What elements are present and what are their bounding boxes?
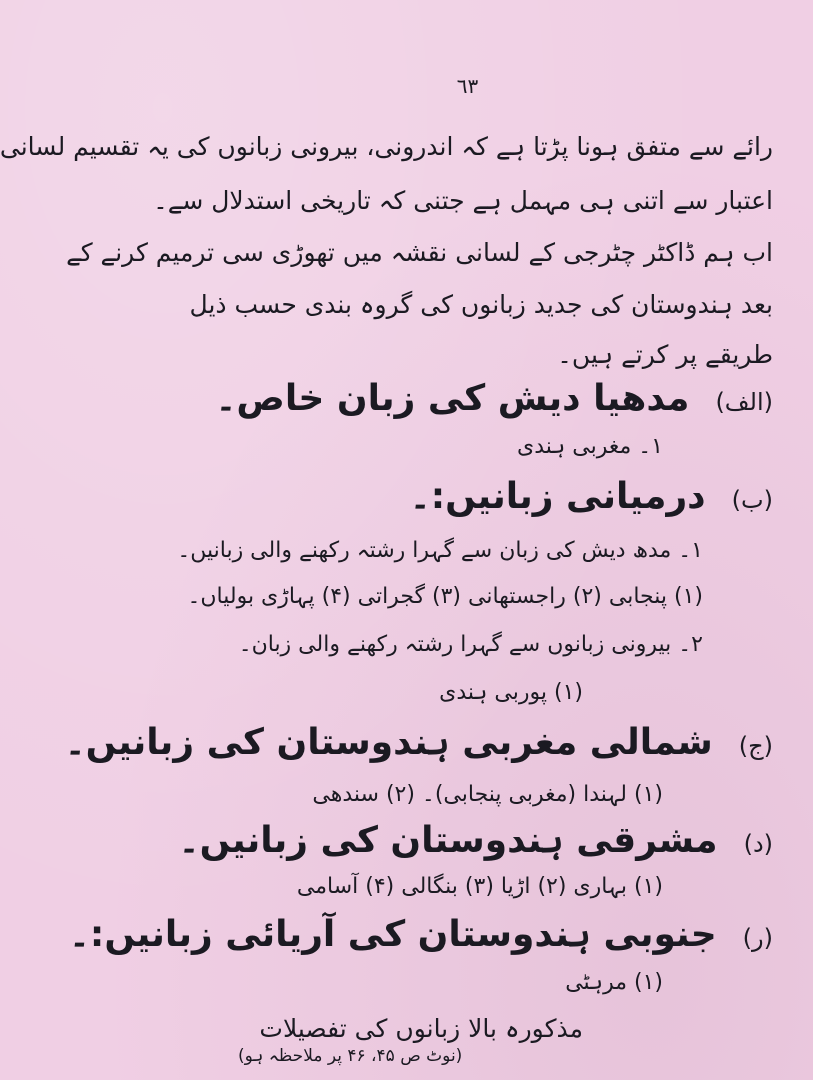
section-re-marker: (ر) [742, 924, 773, 952]
section-re-list: (۱) مرہٹی [565, 970, 663, 995]
paragraph-2-line-2: بعد ہندوستان کی جدید زبانوں کی گروہ بندی حسب ذیل [189, 290, 773, 319]
section-be-item-2: ۲۔ بیرونی زبانوں سے گہرا رشتہ رکھنے والی زبان۔ [238, 632, 703, 657]
section-jeem-marker: (ج) [738, 732, 773, 760]
section-alif-title: مدھیا دیش کی زبان خاص۔ [215, 378, 690, 419]
section-be-item-1-list: (۱) پنجابی (۲) راجستھانی (۳) گجراتی (۴) پہاڑی بولیاں۔ [187, 584, 703, 609]
section-be-title: درمیانی زبانیں:۔ [409, 476, 706, 517]
section-re-title: جنوبی ہندوستان کی آریائی زبانیں:۔ [68, 914, 717, 955]
section-dal-heading [162, 820, 773, 861]
section-jeem-list: (۱) لہندا (مغربی پنجابی)۔ (۲) سندھی [312, 782, 663, 807]
section-be-item-1: ۱۔ مدھ دیش کی زبان سے گہرا رشتہ رکھنے والی زبانیں۔ [177, 538, 703, 563]
section-jeem-title: شمالی مغربی ہندوستان کی زبانیں۔ [64, 722, 713, 763]
section-jeem-heading [64, 722, 773, 763]
section-dal-title: مشرقی ہندوستان کی زبانیں۔ [178, 820, 718, 861]
section-be-marker: (ب) [731, 486, 773, 514]
section-dal-list: (۱) بہاری (۲) اڑیا (۳) بنگالی (۴) آسامی [296, 874, 663, 899]
closing-line: مذکورہ بالا زبانوں کی تفصیلات [259, 1014, 583, 1043]
section-alif-marker: (الف) [715, 388, 773, 416]
section-dal-marker: (د) [743, 830, 773, 858]
section-alif-item-1: ۱۔ مغربی ہندی [517, 434, 663, 459]
section-alif-heading [162, 378, 773, 419]
paragraph-1-line-1: رائے سے متفق ہونا پڑتا ہے کہ اندرونی، بیرونی زبانوں کی یہ تقسیم لسانی [0, 132, 773, 161]
paragraph-1-line-2: اعتبار سے اتنی ہی مہمل ہے جتنی کہ تاریخی استدلال سے۔ [153, 186, 773, 215]
paragraph-2-line-3: طریقے پر کرتے ہیں۔ [557, 340, 773, 369]
footnote: (نوٹ ص ۴۵، ۴۶ پر ملاحظہ ہو) [238, 1046, 463, 1066]
section-re-heading [68, 914, 773, 955]
section-be-item-2-list: (۱) پوربی ہندی [439, 680, 583, 705]
section-be-heading [162, 476, 773, 517]
page-number: ٦٣ [456, 74, 479, 98]
paragraph-2-line-1: اب ہم ڈاکٹر چٹرجی کے لسانی نقشہ میں تھوڑی سی ترمیم کرنے کے [66, 238, 773, 267]
